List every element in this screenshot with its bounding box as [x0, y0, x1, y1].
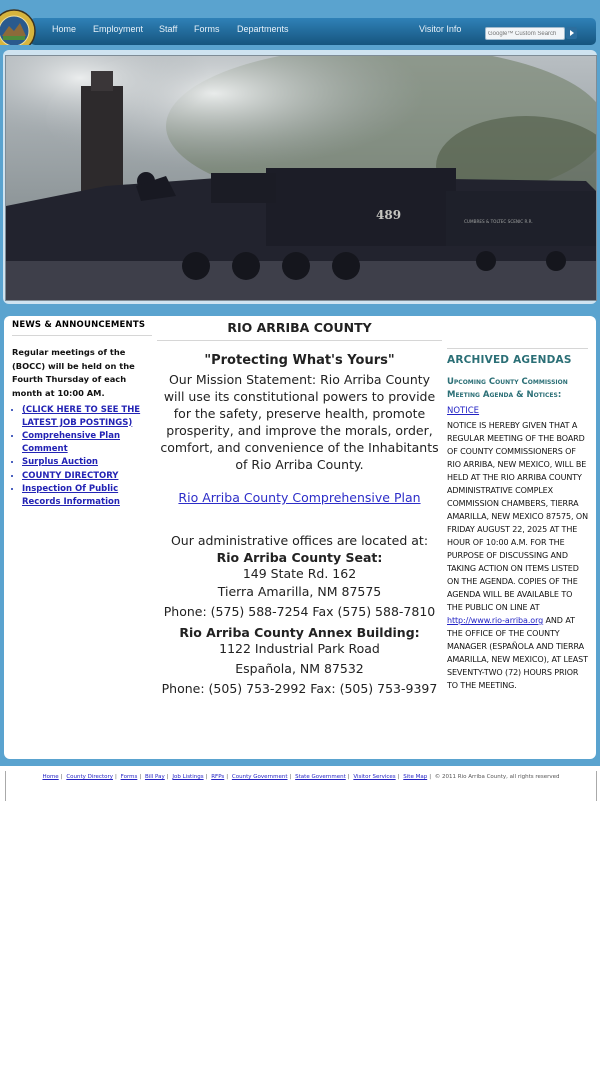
footer-separator: | [289, 774, 292, 780]
comprehensive-plan-comment-link[interactable]: Comprehensive Plan Comment [22, 431, 121, 454]
footer-separator: | [347, 774, 350, 780]
footer-separator: | [115, 774, 117, 780]
footer-copyright: © 2011 Rio Arriba County, all rights reserved [434, 774, 560, 780]
news-item [22, 404, 152, 429]
seat-phone-fax: Phone: (575) 588-7254 Fax (575) 588-7810 [163, 604, 436, 619]
website-link[interactable]: http://www.rio-arriba.org [447, 616, 544, 625]
news-item [22, 483, 152, 508]
seat-heading: Rio Arriba County Seat: [216, 550, 383, 565]
tender-lettering: CUMBRES & TOLTEC SCENIC R.R. [464, 219, 533, 224]
nav-home[interactable]: Home [52, 24, 77, 34]
mission-statement: Our Mission Statement: Rio Arriba County will use its constitutional powers to provide for the safety, preserve health, promote prosperity, and improve the morals, order, comfort, and convenience of the Inhabitants of Rio Arriba County. [160, 372, 439, 472]
footer [5, 771, 597, 801]
seat-address-line2: Tierra Amarilla, NM 87575 [217, 584, 382, 599]
notice-link[interactable]: NOTICE [447, 406, 480, 416]
footer-link-state-government[interactable]: State Government [295, 774, 346, 780]
footer-separator: | [397, 774, 400, 780]
footer-separator: | [205, 774, 208, 780]
locomotive-number: 489 [376, 208, 402, 222]
annex-address-line1: 1122 Industrial Park Road [219, 641, 380, 656]
nav-visitor-info[interactable]: Visitor Info [419, 24, 462, 34]
archived-agendas-heading: ARCHIVED AGENDAS [447, 348, 588, 366]
footer-separator: | [60, 774, 63, 780]
upcoming-agenda-heading: Upcoming County Commission Meeting Agenda & Notices: [447, 377, 568, 400]
footer-link-visitor-services[interactable]: Visitor Services [353, 774, 396, 780]
seat-address-line1: 149 State Rd. 162 [242, 566, 357, 581]
nav-forms[interactable]: Forms [194, 24, 220, 34]
footer-link-rfps[interactable]: RFPs [211, 774, 225, 780]
notice-text-part2: AND AT THE OFFICE OF THE COUNTY MANAGER (ESPAÑOLA AND TIERRA AMARILLA, NEW MEXICO), AT LEAST SEVENTY-TWO (72) HOURS PRIOR TO THE MEETING. [447, 616, 588, 690]
footer-link-county-government[interactable]: County Government [231, 774, 288, 780]
news-item [22, 470, 152, 483]
job-postings-link[interactable]: (CLICK HERE TO SEE THE LATEST JOB POSTINGS) [22, 405, 141, 428]
footer-link-job-listings[interactable]: Job Listings [172, 774, 204, 780]
annex-heading: Rio Arriba County Annex Building: [179, 625, 420, 640]
nav-departments[interactable]: Departments [237, 24, 289, 34]
nav-employment[interactable]: Employment [93, 24, 144, 34]
hero-image [5, 55, 597, 301]
news-column [12, 320, 152, 509]
footer-link-home[interactable]: Home [42, 774, 59, 780]
annex-address-line2: Española, NM 87532 [235, 661, 364, 676]
news-item [22, 430, 152, 455]
meeting-notice: Regular meetings of the (BOCC) will be held on the Fourth Thursday of each month at 10:00 AM. [12, 347, 135, 398]
notice-text-part1: NOTICE IS HEREBY GIVEN THAT A REGULAR MEETING OF THE BOARD OF COUNTY COMMISSIONERS OF RIO ARRIBA, NEW MEXICO, WILL BE HELD AT THE RIO ARRIBA COUNTY ADMINISTRATIVE COMPLEX COMMISSION CHAMBERS, TIERRA AMARILLA, NEW MEXICO 87575, ON FRIDAY AUGUST 22, 2025 AT THE HOUR OF 10:00 A.M. FOR THE PURPOSE OF DISCUSSING AND TAKING ACTION ON ITEMS LISTED ON THE AGENDA. COPIES OF THE AGENDA WILL BE AVAILABLE TO THE PUBLIC ON LINE AT [447, 421, 588, 612]
search-input[interactable] [485, 27, 565, 40]
news-list [12, 404, 152, 508]
footer-separator: | [226, 774, 229, 780]
comprehensive-plan-link[interactable]: Rio Arriba County Comprehensive Plan [178, 490, 421, 505]
county-directory-link[interactable]: COUNTY DIRECTORY [22, 470, 119, 481]
nav-staff[interactable]: Staff [159, 24, 178, 34]
steam-train-photo [6, 56, 596, 300]
offices-intro: Our administrative offices are located at: [170, 533, 429, 548]
main-column [157, 320, 442, 698]
agendas-column [447, 348, 588, 692]
footer-link-site-map[interactable]: Site Map [403, 774, 428, 780]
notice-text [447, 419, 588, 692]
footer-link-county-directory[interactable]: County Directory [66, 774, 113, 780]
public-records-link[interactable]: Inspection Of Public Records Information [22, 484, 120, 507]
footer-separator: | [429, 774, 432, 780]
news-heading: NEWS & ANNOUNCEMENTS [12, 320, 152, 336]
motto: "Protecting What's Yours" [204, 353, 395, 368]
search-button[interactable] [566, 27, 577, 39]
page-title: RIO ARRIBA COUNTY [157, 320, 442, 341]
footer-link-forms[interactable]: Forms [120, 774, 138, 780]
footer-link-bill-pay[interactable]: Bill Pay [144, 774, 165, 780]
surplus-auction-link[interactable]: Surplus Auction [22, 457, 98, 467]
footer-separator: | [166, 774, 169, 780]
footer-separator: | [139, 774, 142, 780]
annex-phone-fax: Phone: (505) 753-2992 Fax: (505) 753-9397 [161, 681, 438, 696]
news-item [22, 456, 152, 469]
